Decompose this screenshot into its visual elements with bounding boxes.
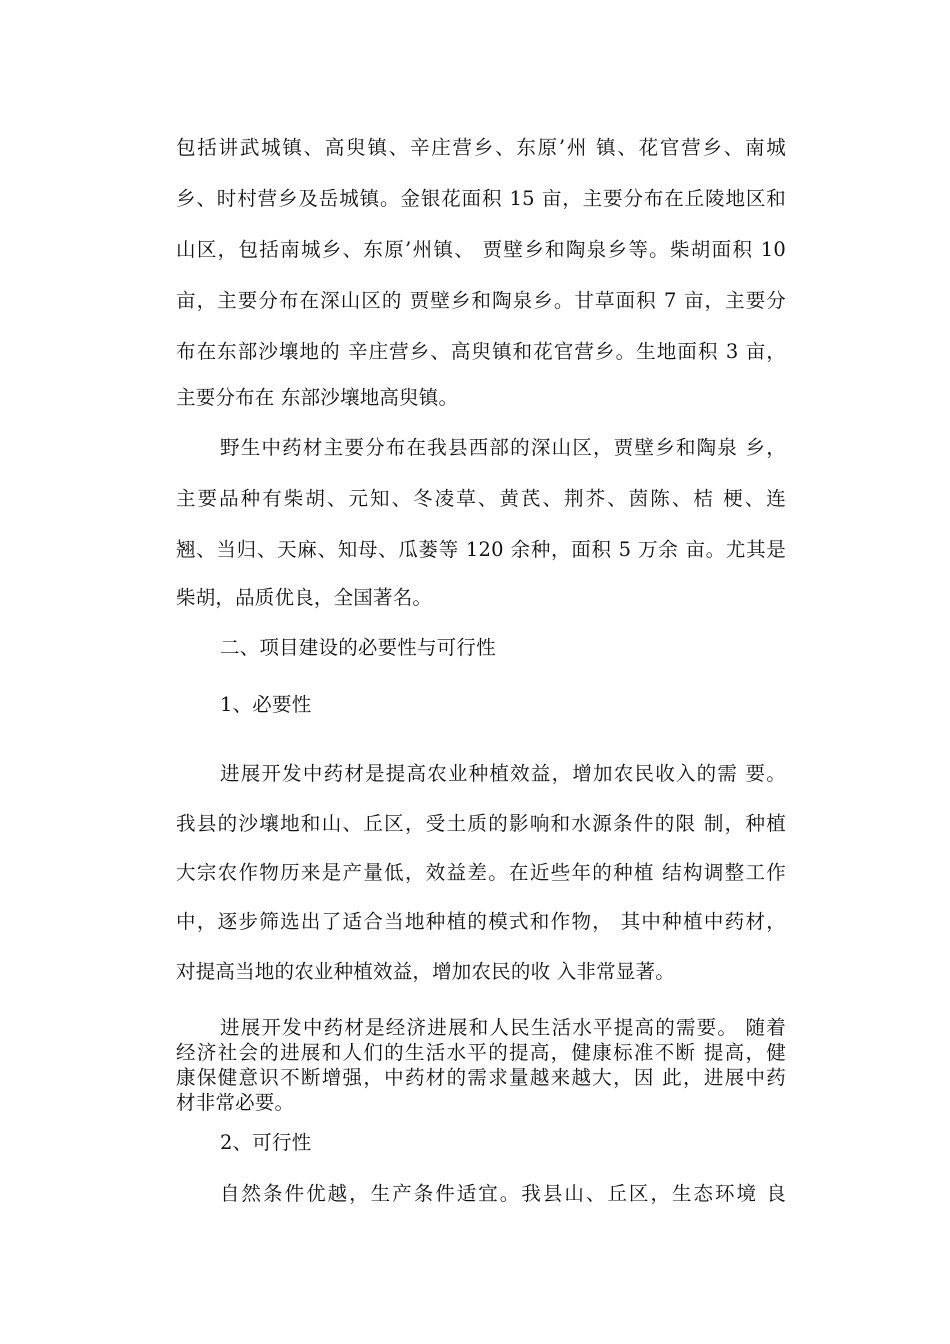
para1-line-4: 亩，主要分布在深山区的 贾壁乡和陶泉乡。甘草面积 7 亩，主要分 [176, 289, 786, 312]
necessity-heading: 1、必要性 [220, 693, 312, 716]
para1-line-1: 包括讲武城镇、高臾镇、辛庄营乡、东原’州 镇、花官营乡、南城 [176, 136, 786, 159]
para4-line-2: 经济社会的进展和人们的生活水平的提高，健康标准不断 提高，健 [176, 1041, 786, 1064]
feasibility-heading: 2、可行性 [220, 1131, 312, 1154]
para1-line-2: 乡、时村营乡及岳城镇。金银花面积 15 亩，主要分布在丘陵地区和 [176, 187, 786, 210]
para1-line-3: 山区，包括南城乡、东原’州镇、 贾壁乡和陶泉乡等。柴胡面积 10 [176, 238, 786, 261]
para4-line-4: 材非常必要。 [176, 1091, 295, 1114]
para3-line-3: 大宗农作物历来是产量低，效益差。在近些年的种植 结构调整工作 [176, 861, 786, 884]
para3-line-1: 进展开发中药材是提高农业种植效益，增加农民收入的需 要。 [220, 762, 786, 785]
para2-line-1: 野生中药材主要分布在我县西部的深山区，贾壁乡和陶泉 乡， [220, 436, 786, 459]
para5-line-1: 自然条件优越，生产条件适宜。我县山、丘区，生态环境 良 [220, 1182, 786, 1205]
para4-line-1: 进展开发中药材是经济进展和人民生活水平提高的需要。 随着 [220, 1016, 786, 1039]
section-heading: 二、项目建设的必要性与可行性 [220, 636, 496, 659]
para3-line-2: 我县的沙壤地和山、丘区，受土质的影响和水源条件的限 制，种植 [176, 812, 786, 835]
para3-line-4: 中，逐步筛选出了适合当地种植的模式和作物， 其中种植中药材， [176, 910, 786, 933]
para2-line-4: 柴胡，品质优良，全国著名。 [176, 586, 433, 609]
para3-line-5: 对提高当地的农业种植效益，增加农民的收 入非常显著。 [176, 960, 675, 983]
para2-line-2: 主要品种有柴胡、元知、冬凌草、黄芪、荆芥、茵陈、桔 梗、连 [176, 487, 786, 510]
para2-line-3: 翘、当归、天麻、知母、瓜蒌等 120 余种，面积 5 万余 亩。尤其是 [176, 538, 786, 561]
para1-line-6: 主要分布在 东部沙壤地高臾镇。 [176, 386, 459, 409]
para4-line-3: 康保健意识不断增强，中药材的需求量越来越大，因 此，进展中药 [176, 1066, 786, 1089]
para1-line-5: 布在东部沙壤地的 辛庄营乡、高臾镇和花官营乡。生地面积 3 亩， [176, 340, 786, 363]
